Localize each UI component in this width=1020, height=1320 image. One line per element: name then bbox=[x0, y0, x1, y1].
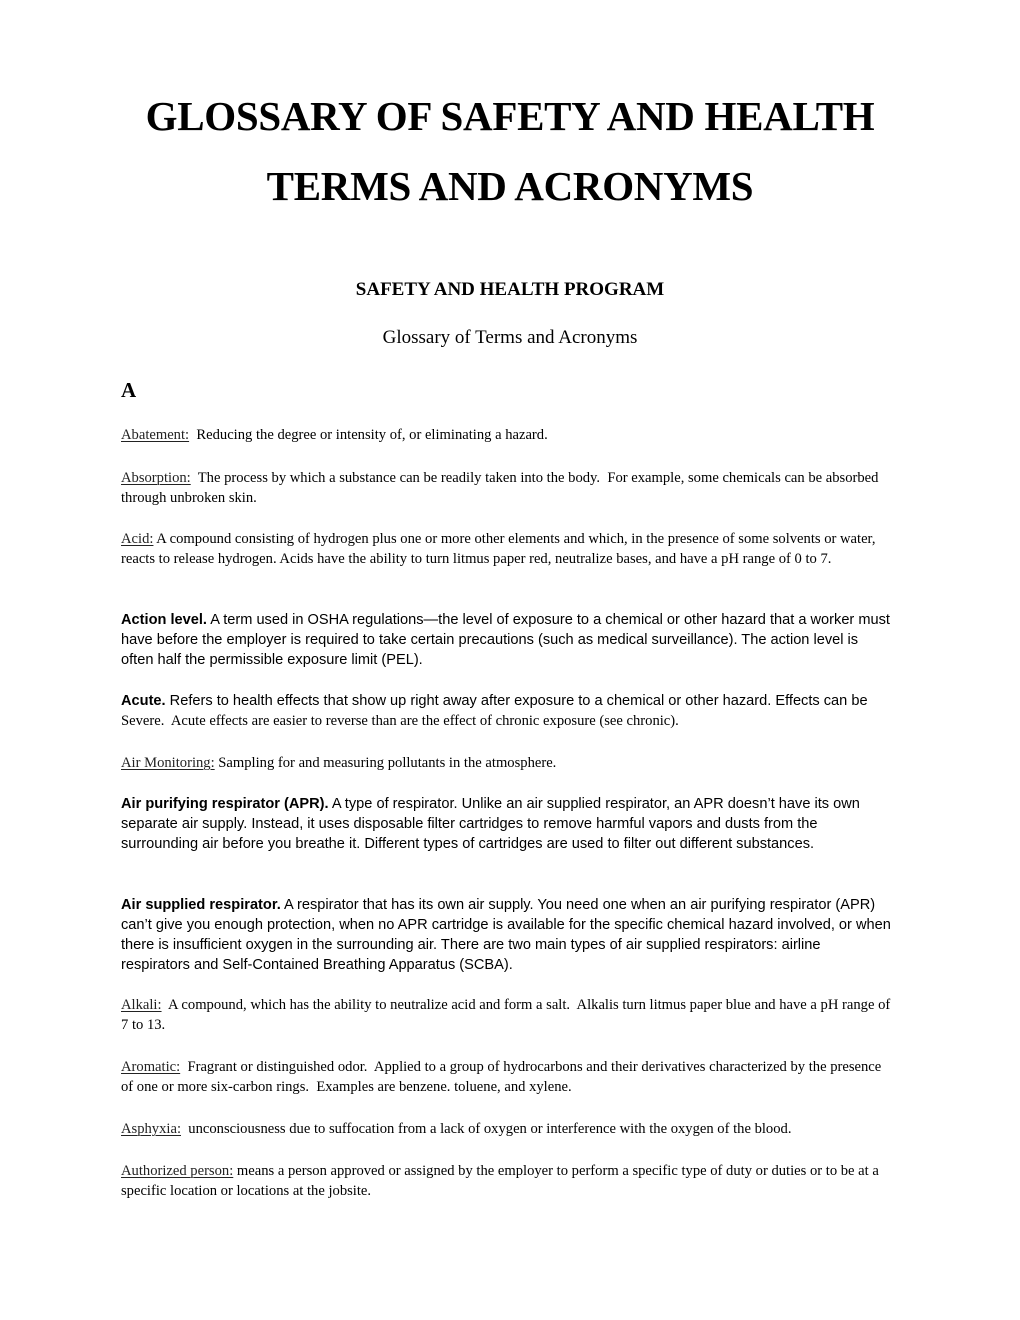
entry-term: Air supplied respirator. bbox=[121, 897, 281, 913]
document-title-line-2: TERMS AND ACRONYMS bbox=[266, 163, 754, 209]
program-heading: SAFETY AND HEALTH PROGRAM bbox=[355, 279, 665, 300]
entry-definition: means a person approved or assigned by the employer to perform a specific type of duty or duties or to be at a specific location or locations at the jobsite. bbox=[121, 1163, 879, 1199]
glossary-entry-asphyxia bbox=[121, 1119, 891, 1139]
entry-definition: Fragrant or distinguished odor. Applied to a group of hydrocarbons and their derivatives characterized by the presence of one or more six-carbon rings. Examples are benzene. toluene, and xylene. bbox=[121, 1059, 885, 1095]
entry-term: Acute. bbox=[121, 693, 166, 709]
entry-definition: A type of respirator. Unlike an air supplied respirator, an APR doesn’t have its own separate air supply. Instead, it uses disposable filter cartridges to remove harmful vapors and dusts from the surrounding air before you breathe it. Different types of cartridges are used to filter out different substances. bbox=[121, 796, 860, 852]
entry-term: Absorption: bbox=[121, 470, 191, 486]
entry-definition: Refers to health effects that show up right away after exposure to a chemical or other hazard. Effects can be bbox=[165, 693, 868, 709]
entry-term: Abatement: bbox=[121, 427, 190, 443]
entry-term: Aromatic: bbox=[121, 1059, 181, 1075]
entry-definition: A respirator that has its own air supply. You need one when an air purifying respirator (APR) can’t give you enough protection, when no APR cartridge is available for the specific chemical hazard involved, or when there is insufficient oxygen in the surrounding air. There are two main types of air supplied respirators: airline respirators and Self-Contained Breathing Apparatus (SCBA). bbox=[121, 897, 891, 973]
glossary-entry-acute bbox=[121, 691, 891, 731]
entry-term: Action level. bbox=[121, 612, 207, 628]
entry-definition: A compound consisting of hydrogen plus one or more other elements and which, in the presence of some solvents or water, reacts to release hydrogen. Acids have the ability to turn litmus paper red, neutralize bases, and have a pH range of 0 to 7. bbox=[121, 531, 876, 567]
glossary-entry-abatement bbox=[121, 425, 891, 445]
subheading: Glossary of Terms and Acronyms bbox=[382, 327, 638, 348]
entry-definition-continued: Severe. Acute effects are easier to reverse than are the effect of chronic exposure (see chronic). bbox=[121, 693, 872, 729]
glossary-entry-authorized-person bbox=[121, 1161, 891, 1201]
entry-definition: Sampling for and measuring pollutants in the atmosphere. bbox=[214, 755, 557, 771]
glossary-entry-air-supplied-respirator bbox=[121, 895, 891, 975]
glossary-entry-aromatic bbox=[121, 1057, 891, 1097]
entry-term: Acid: bbox=[121, 531, 154, 547]
entry-term: Alkali: bbox=[121, 997, 162, 1013]
glossary-entry-alkali bbox=[121, 995, 894, 1035]
entry-definition: A term used in OSHA regulations—the level of exposure to a chemical or other hazard that a worker must have before the employer is required to take certain precautions (such as medical surveillance). The action level is often half the permissible exposure limit (PEL). bbox=[121, 612, 890, 668]
entry-definition: A compound, which has the ability to neutralize acid and form a salt. Alkalis turn litmus paper blue and have a pH range of 7 to 13. bbox=[121, 997, 894, 1033]
entry-term: Air Monitoring: bbox=[121, 755, 215, 771]
entry-definition: The process by which a substance can be readily taken into the body. For example, some chemicals can be absorbed through unbroken skin. bbox=[121, 470, 883, 506]
glossary-entry-acid bbox=[121, 529, 891, 569]
glossary-entry-action-level bbox=[121, 610, 891, 670]
entry-definition: Reducing the degree or intensity of, or eliminating a hazard. bbox=[189, 427, 548, 443]
entry-definition: unconsciousness due to suffocation from a lack of oxygen or interference with the oxygen of the blood. bbox=[181, 1121, 792, 1137]
section-letter: A bbox=[121, 378, 137, 402]
entry-term: Air purifying respirator (APR). bbox=[121, 796, 329, 812]
glossary-entry-air-purifying-respirator bbox=[121, 794, 891, 854]
glossary-entry-air-monitoring bbox=[121, 753, 891, 773]
entry-term: Asphyxia: bbox=[121, 1121, 181, 1137]
entry-term: Authorized person: bbox=[121, 1163, 234, 1179]
document-title-line-1: GLOSSARY OF SAFETY AND HEALTH bbox=[145, 93, 875, 139]
glossary-entry-absorption bbox=[121, 468, 891, 508]
